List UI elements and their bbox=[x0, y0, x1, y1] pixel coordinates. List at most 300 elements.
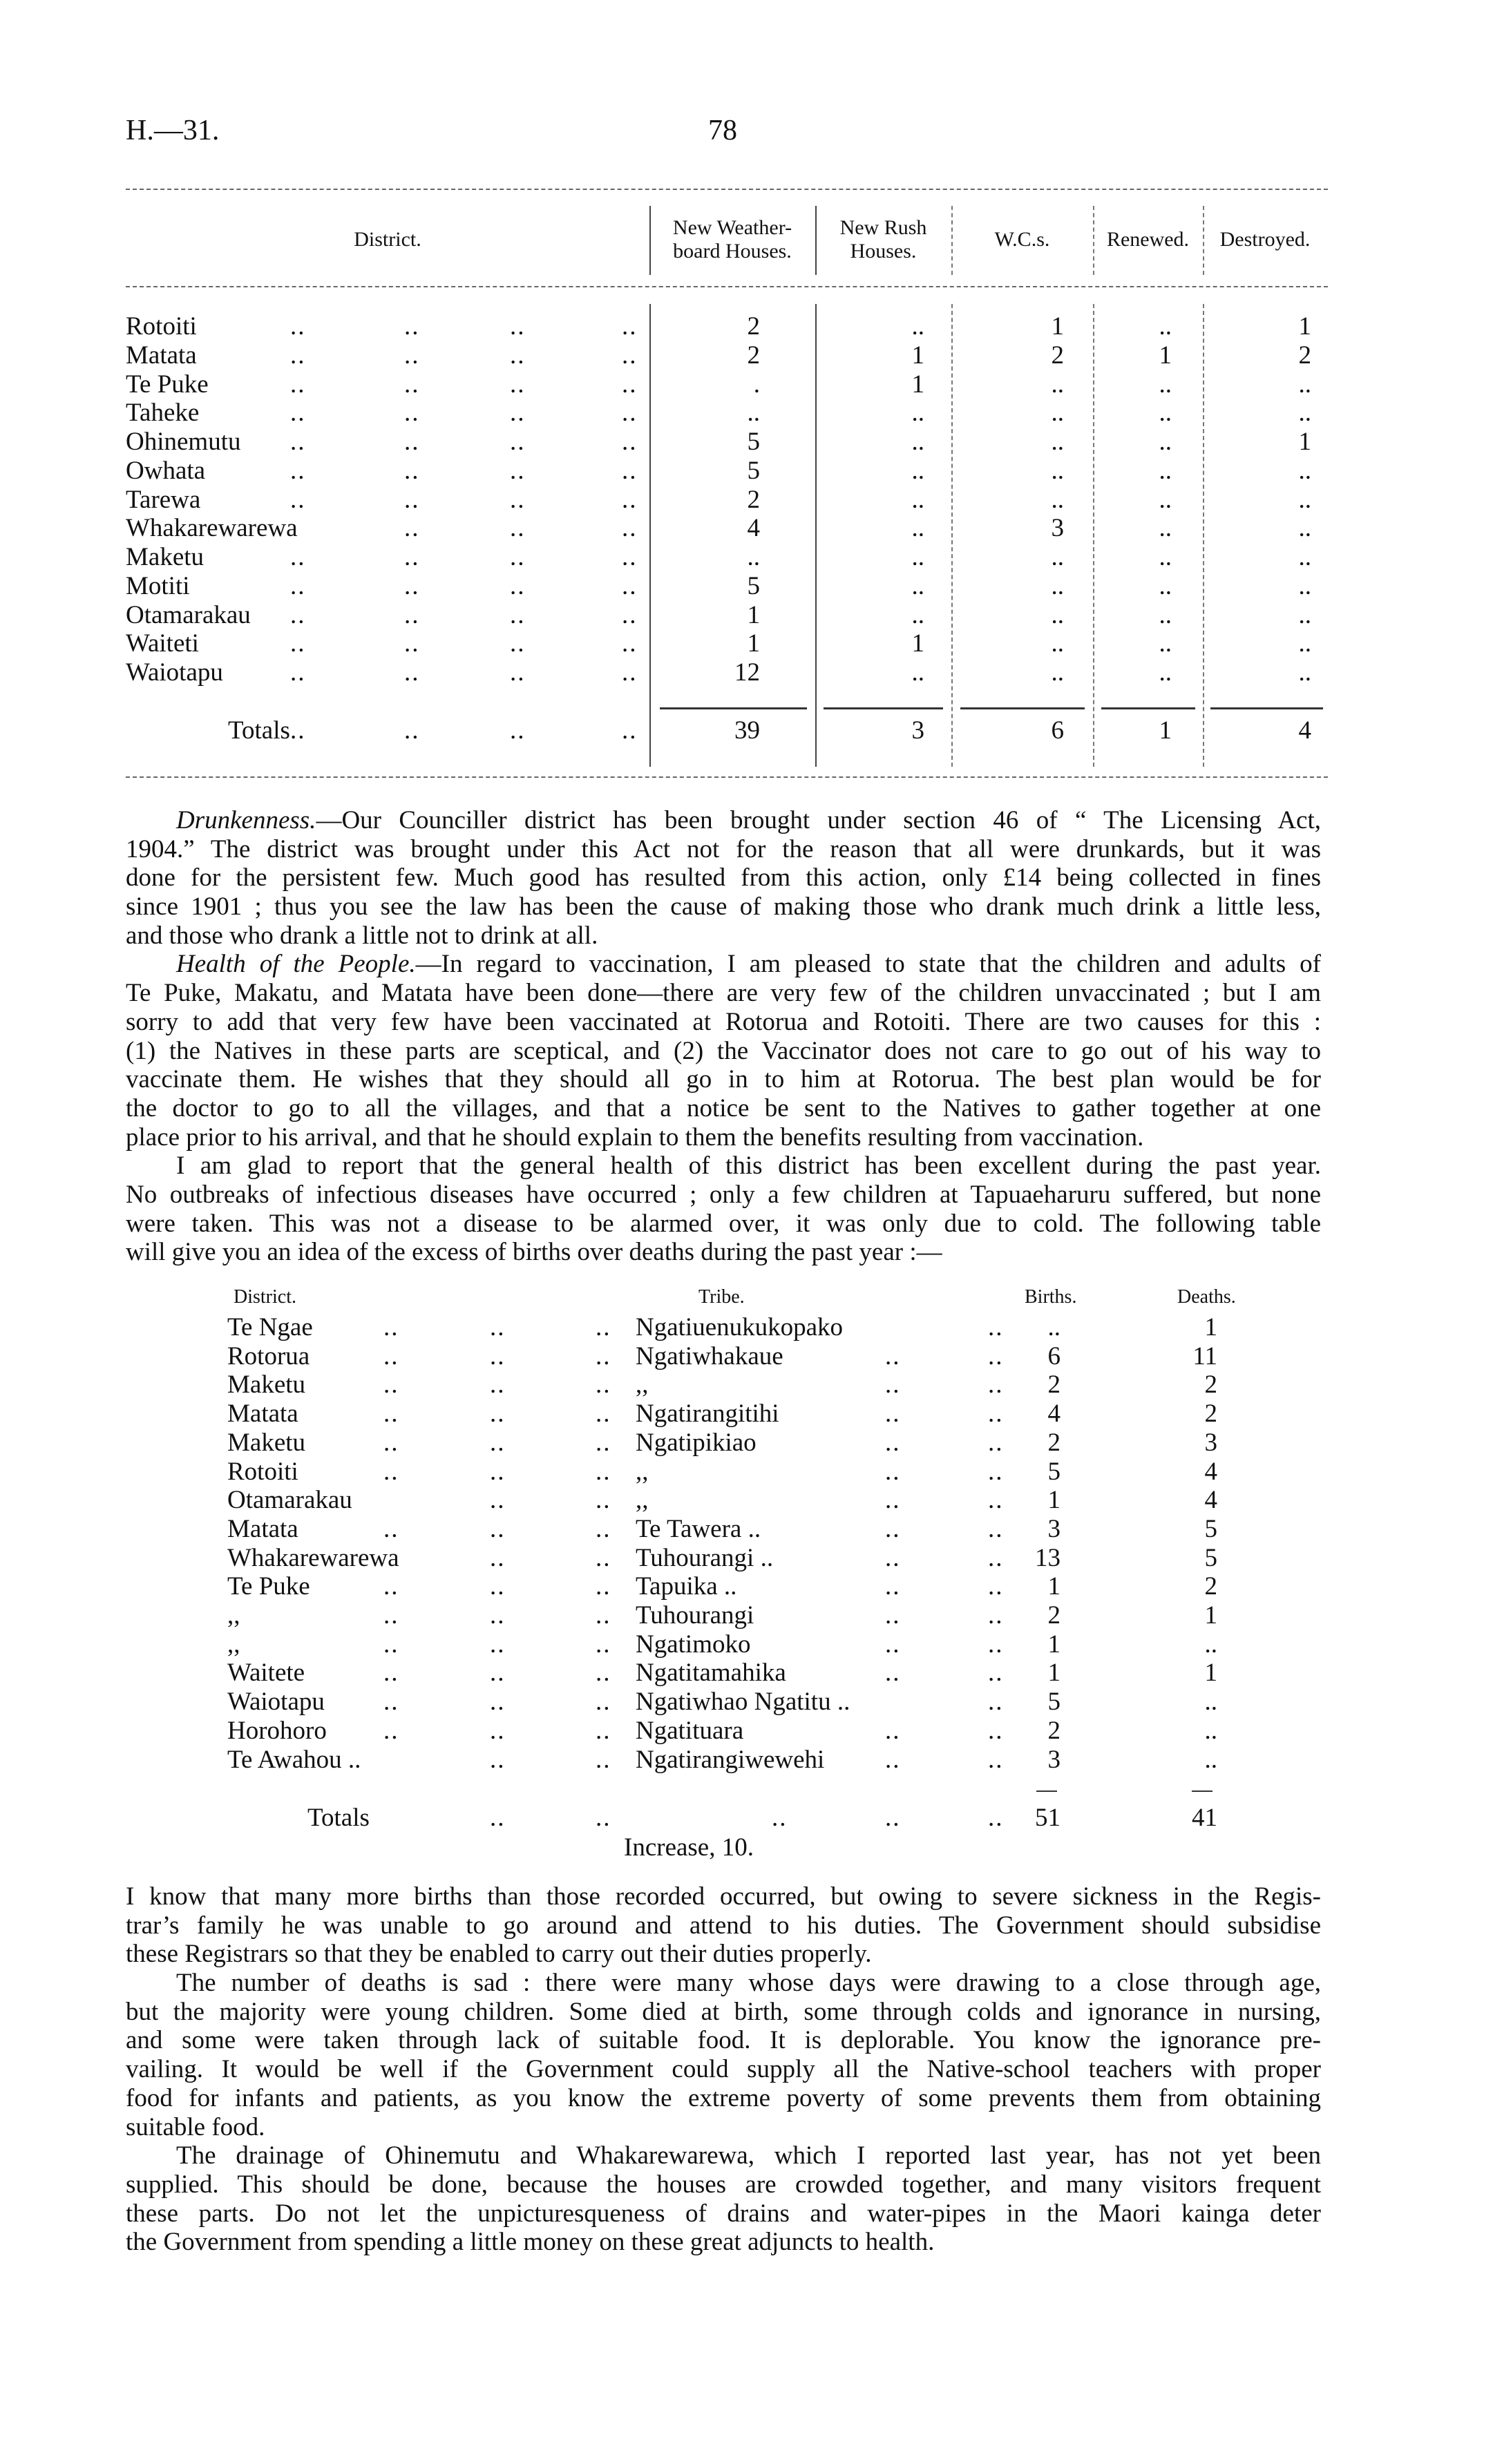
table-row-value: .. bbox=[911, 399, 924, 428]
column-divider bbox=[815, 304, 817, 767]
leader-dots: .. bbox=[490, 1457, 506, 1486]
text-line bbox=[126, 806, 1321, 835]
text-line: these Registrars so that they be enabled to carry out their duties properly. bbox=[126, 1940, 872, 1969]
leader-dots: .. bbox=[510, 716, 526, 745]
table-row-value: .. bbox=[1051, 629, 1064, 658]
table-row-deaths: 2 bbox=[1204, 1400, 1217, 1429]
table-row-deaths: 1 bbox=[1204, 1313, 1217, 1341]
text-line: I am glad to report that the general health of this district has been excellent during the past year. bbox=[176, 1152, 1321, 1181]
text-line: vaccinate them. He wishes that they should all go in to him at Rotorua. The best plan would be for bbox=[126, 1065, 1321, 1094]
leader-dots: .. bbox=[290, 428, 306, 456]
table-row-tribe: Ngatimoko bbox=[636, 1630, 751, 1659]
table-row-district: Waiotapu bbox=[126, 658, 223, 687]
table-row-value: .. bbox=[1298, 456, 1311, 485]
table-row-value: .. bbox=[1159, 571, 1172, 600]
column-divider bbox=[1093, 304, 1094, 767]
table-row-value: 5 bbox=[747, 456, 760, 485]
table-row-tribe: Ngatipikiao bbox=[636, 1428, 757, 1457]
table-row-tribe: Ngatiuenukukopako bbox=[636, 1313, 844, 1341]
column-header bbox=[126, 228, 649, 251]
paragraph bbox=[126, 806, 1321, 950]
table-row-value: .. bbox=[911, 543, 924, 571]
increase-note: Increase, 10. bbox=[624, 1833, 754, 1862]
leader-dots: .. bbox=[404, 514, 420, 543]
leader-dots: .. bbox=[510, 658, 526, 687]
leader-dots: .. bbox=[383, 1601, 399, 1630]
paragraph-lead: Health of the People. bbox=[176, 950, 416, 979]
leader-dots: .. bbox=[622, 514, 638, 543]
table-row-value: .. bbox=[1051, 571, 1064, 600]
text-line: suitable food. bbox=[126, 2112, 265, 2141]
table-row-value: .. bbox=[1298, 600, 1311, 629]
text-line: supplied. This should be done, because the houses are crowded together, and many visitors frequent bbox=[126, 2170, 1321, 2199]
table-row-value: .. bbox=[1159, 399, 1172, 428]
leader-dots: .. bbox=[622, 571, 638, 600]
table-row-value: .. bbox=[1159, 456, 1172, 485]
leader-dots: .. bbox=[290, 600, 306, 629]
leader-dots: .. bbox=[404, 600, 420, 629]
leader-dots: .. bbox=[510, 399, 526, 428]
table-row-value: .. bbox=[911, 312, 924, 341]
column-header-line: Renewed. bbox=[1106, 228, 1190, 251]
leader-dots: .. bbox=[290, 716, 306, 745]
text-line: No outbreaks of infectious diseases have occurred ; only a few children at Tapuaeharuru suffered, but none bbox=[126, 1180, 1321, 1209]
text-line: the doctor to go to all the villages, and that a notice be sent to the Natives to gather together at one bbox=[126, 1093, 1321, 1123]
paragraph-lead-text: —In regard to vaccination, I am pleased to state that the children and adults of bbox=[415, 950, 1321, 979]
text-line: since 1901 ; thus you see the law has been the cause of making those who drank much drink a little less, bbox=[126, 892, 1321, 921]
leader-dots: .. bbox=[290, 312, 306, 341]
table-row-value: .. bbox=[1298, 658, 1311, 687]
table-row-value: .. bbox=[1051, 399, 1064, 428]
leader-dots: .. bbox=[988, 1716, 1004, 1745]
totals-row-deaths: 41 bbox=[1192, 1804, 1217, 1832]
leader-dots: .. bbox=[383, 1572, 399, 1601]
leader-dots: .. bbox=[596, 1428, 611, 1457]
table-row-value: .. bbox=[1051, 658, 1064, 687]
leader-dots: .. bbox=[404, 571, 420, 600]
leader-dots: .. bbox=[596, 1341, 611, 1371]
leader-dots: .. bbox=[404, 456, 420, 485]
leader-dots: .. bbox=[596, 1804, 611, 1832]
leader-dots: .. bbox=[510, 428, 526, 456]
table-row-births: 2 bbox=[1047, 1601, 1061, 1630]
table-row-deaths: .. bbox=[1204, 1745, 1217, 1774]
totals-row-births: 51 bbox=[1035, 1804, 1061, 1832]
column-divider bbox=[1203, 304, 1204, 767]
leader-dots: .. bbox=[383, 1400, 399, 1429]
table-bottom-rule bbox=[126, 776, 1328, 778]
leader-dots: .. bbox=[404, 716, 420, 745]
leader-dots: .. bbox=[490, 1514, 506, 1543]
leader-dots: .. bbox=[490, 1572, 506, 1601]
leader-dots: .. bbox=[988, 1601, 1004, 1630]
leader-dots: .. bbox=[988, 1688, 1004, 1717]
leader-dots: .. bbox=[988, 1659, 1004, 1688]
paragraph-lead: Drunkenness. bbox=[176, 806, 316, 834]
column-header-line: New Rush bbox=[839, 216, 927, 239]
table-row-district: Matata bbox=[126, 341, 197, 370]
subtotal-rule bbox=[1036, 1790, 1057, 1792]
leader-dots: .. bbox=[885, 1572, 901, 1601]
leader-dots: .. bbox=[290, 399, 306, 428]
table-row-district: Waiotapu bbox=[227, 1688, 325, 1717]
table-row-tribe: Tuhourangi bbox=[636, 1601, 754, 1630]
leader-dots: .. bbox=[383, 1659, 399, 1688]
table-row-deaths: 1 bbox=[1204, 1601, 1217, 1630]
totals-row-value: 39 bbox=[734, 716, 760, 745]
leader-dots: .. bbox=[988, 1371, 1004, 1400]
paragraph bbox=[126, 1882, 1321, 1969]
table-row-deaths: 5 bbox=[1204, 1543, 1217, 1572]
leader-dots: .. bbox=[885, 1400, 901, 1429]
table-row-district: Horohoro bbox=[227, 1716, 327, 1745]
table-row-tribe: Ngatituara bbox=[636, 1716, 744, 1745]
text-line: sorry to add that very few have been vaccinated at Rotorua and Rotoiti. There are two causes for this : bbox=[126, 1007, 1321, 1036]
table-row-value: .. bbox=[1298, 629, 1311, 658]
leader-dots: .. bbox=[404, 485, 420, 514]
text-line: food for infants and patients, as you know the extreme poverty of some prevents them from obtaining bbox=[126, 2083, 1321, 2112]
leader-dots: .. bbox=[622, 399, 638, 428]
column-header-line: Houses. bbox=[850, 240, 917, 262]
leader-dots: .. bbox=[290, 456, 306, 485]
text-line: place prior to his arrival, and that he should explain to them the benefits resulting from vaccination. bbox=[126, 1123, 1144, 1152]
leader-dots: .. bbox=[290, 341, 306, 370]
leader-dots: .. bbox=[290, 543, 306, 571]
leader-dots: .. bbox=[885, 1457, 901, 1486]
subtotal-rule bbox=[660, 707, 807, 709]
leader-dots: .. bbox=[383, 1371, 399, 1400]
table-row-tribe: Tuhourangi .. bbox=[636, 1543, 774, 1572]
subtotal-rule bbox=[824, 707, 943, 709]
table-row-value: 2 bbox=[747, 485, 760, 514]
table-row-district: Te Puke bbox=[227, 1572, 310, 1601]
table-row-tribe: ,, bbox=[636, 1486, 649, 1515]
table-row-value: .. bbox=[911, 514, 924, 543]
table-row-district: Matata bbox=[227, 1514, 298, 1543]
leader-dots: .. bbox=[490, 1688, 506, 1717]
leader-dots: .. bbox=[988, 1630, 1004, 1659]
paragraph-lead-text: —Our Counciller district has been brought under section 46 of “ The Licensing Act, bbox=[316, 806, 1321, 834]
leader-dots: .. bbox=[622, 543, 638, 571]
document-reference: H.—31. bbox=[126, 115, 220, 146]
leader-dots: .. bbox=[885, 1341, 901, 1371]
table-row-deaths: .. bbox=[1204, 1716, 1217, 1745]
totals-row-value: 4 bbox=[1298, 716, 1311, 745]
text-line: the Government from spending a little money on these great adjuncts to health. bbox=[126, 2228, 935, 2257]
column-header: Tribe. bbox=[698, 1286, 745, 1308]
table-row-value: 1 bbox=[1298, 428, 1311, 456]
leader-dots: .. bbox=[490, 1716, 506, 1745]
leader-dots: .. bbox=[988, 1313, 1004, 1341]
table-row-district: Te Puke bbox=[126, 370, 209, 399]
leader-dots: .. bbox=[404, 399, 420, 428]
table-row-district: Ohinemutu bbox=[126, 428, 241, 456]
column-header bbox=[951, 228, 1093, 251]
table-row-births: 2 bbox=[1047, 1716, 1061, 1745]
table-row-tribe: Ngatiwhao Ngatitu .. bbox=[636, 1688, 850, 1717]
totals-row-value: 3 bbox=[911, 716, 924, 745]
table-row-value: .. bbox=[1159, 312, 1172, 341]
table-row-value: 2 bbox=[1051, 341, 1064, 370]
column-header-line: W.C.s. bbox=[994, 228, 1050, 251]
leader-dots: .. bbox=[490, 1428, 506, 1457]
column-divider bbox=[649, 304, 651, 767]
leader-dots: .. bbox=[383, 1457, 399, 1486]
leader-dots: .. bbox=[510, 485, 526, 514]
table-row-district: ,, bbox=[227, 1630, 240, 1659]
totals-row-district: Totals bbox=[307, 1804, 370, 1832]
table-row-value: 1 bbox=[911, 341, 924, 370]
table-row-births: 13 bbox=[1035, 1543, 1061, 1572]
column-header-line: board Houses. bbox=[673, 240, 792, 262]
leader-dots: .. bbox=[596, 1745, 611, 1774]
table-row-value: .. bbox=[1159, 658, 1172, 687]
leader-dots: .. bbox=[885, 1630, 901, 1659]
text-line: were taken. This was not a disease to be alarmed over, it was only due to cold. The following table bbox=[126, 1209, 1321, 1238]
leader-dots: .. bbox=[988, 1804, 1004, 1832]
table-row-value: . bbox=[753, 370, 760, 399]
table-row-value: .. bbox=[1159, 485, 1172, 514]
leader-dots: .. bbox=[490, 1400, 506, 1429]
table-row-value: .. bbox=[911, 485, 924, 514]
table-row-value: 5 bbox=[747, 428, 760, 456]
table-row-district: Waitete bbox=[227, 1659, 305, 1688]
table-row-value: 1 bbox=[747, 629, 760, 658]
leader-dots: .. bbox=[622, 629, 638, 658]
leader-dots: .. bbox=[596, 1543, 611, 1572]
table-row-tribe: Ngatirangitihi bbox=[636, 1400, 779, 1429]
column-header bbox=[1203, 228, 1327, 251]
table-row-district: ,, bbox=[227, 1601, 240, 1630]
totals-row-value: 1 bbox=[1159, 716, 1172, 745]
subtotal-rule bbox=[960, 707, 1085, 709]
leader-dots: .. bbox=[885, 1659, 901, 1688]
table-row-district: Maketu bbox=[227, 1428, 306, 1457]
text-line: vailing. It would be well if the Government could supply all the Native-school teachers with proper bbox=[126, 2055, 1321, 2084]
column-header-line: Destroyed. bbox=[1219, 228, 1311, 251]
leader-dots: .. bbox=[510, 370, 526, 399]
table-row-district: Otamarakau bbox=[227, 1486, 352, 1515]
table-row-district: Rotoiti bbox=[227, 1457, 298, 1486]
table-row-value: 12 bbox=[734, 658, 760, 687]
leader-dots: .. bbox=[510, 629, 526, 658]
table-row-deaths: 5 bbox=[1204, 1514, 1217, 1543]
table-row-tribe: Ngatiwhakaue bbox=[636, 1341, 783, 1371]
text-line: Te Puke, Makatu, and Matata have been done—there are very few of the children unvaccinated ; but I am bbox=[126, 979, 1321, 1008]
table-row-tribe: ,, bbox=[636, 1371, 649, 1400]
leader-dots: .. bbox=[622, 456, 638, 485]
leader-dots: .. bbox=[490, 1659, 506, 1688]
leader-dots: .. bbox=[490, 1371, 506, 1400]
text-line: I know that many more births than those recorded occurred, but owing to severe sickness in the Regis- bbox=[126, 1882, 1321, 1911]
leader-dots: .. bbox=[404, 312, 420, 341]
text-line: done for the persistent few. Much good has resulted from this action, only £14 being collected in fines bbox=[126, 863, 1321, 892]
leader-dots: .. bbox=[885, 1804, 901, 1832]
table-row-births: 1 bbox=[1047, 1630, 1061, 1659]
table-row-births: 2 bbox=[1047, 1428, 1061, 1457]
leader-dots: .. bbox=[596, 1371, 611, 1400]
leader-dots: .. bbox=[490, 1486, 506, 1515]
table-row-value: .. bbox=[1159, 600, 1172, 629]
leader-dots: .. bbox=[988, 1745, 1004, 1774]
leader-dots: .. bbox=[510, 341, 526, 370]
text-line: The drainage of Ohinemutu and Whakarewarewa, which I reported last year, has not yet been bbox=[176, 2141, 1321, 2170]
table-row-value: .. bbox=[1159, 543, 1172, 571]
leader-dots: .. bbox=[885, 1745, 901, 1774]
leader-dots: .. bbox=[290, 485, 306, 514]
leader-dots: .. bbox=[404, 543, 420, 571]
leader-dots: .. bbox=[290, 370, 306, 399]
leader-dots: .. bbox=[885, 1514, 901, 1543]
leader-dots: .. bbox=[596, 1601, 611, 1630]
leader-dots: .. bbox=[490, 1313, 506, 1341]
table-row-deaths: .. bbox=[1204, 1688, 1217, 1717]
leader-dots: .. bbox=[404, 341, 420, 370]
leader-dots: .. bbox=[383, 1428, 399, 1457]
table-row-district: Maketu bbox=[227, 1371, 306, 1400]
table-row-value: 2 bbox=[1298, 341, 1311, 370]
leader-dots: .. bbox=[490, 1341, 506, 1371]
leader-dots: .. bbox=[596, 1572, 611, 1601]
table-row-value: 1 bbox=[1159, 341, 1172, 370]
table-row-value: 1 bbox=[747, 600, 760, 629]
leader-dots: .. bbox=[596, 1486, 611, 1515]
leader-dots: .. bbox=[290, 571, 306, 600]
table-header-rule bbox=[126, 286, 1328, 287]
text-line: trar’s family he was unable to go around and attend to his duties. The Government should subsidise bbox=[126, 1911, 1321, 1940]
table-row-value: .. bbox=[911, 428, 924, 456]
leader-dots: .. bbox=[596, 1716, 611, 1745]
page-number: 78 bbox=[708, 115, 737, 146]
leader-dots: .. bbox=[383, 1716, 399, 1745]
leader-dots: .. bbox=[596, 1514, 611, 1543]
leader-dots: .. bbox=[490, 1804, 506, 1832]
leader-dots: .. bbox=[510, 543, 526, 571]
column-header: Deaths. bbox=[1177, 1286, 1236, 1308]
table-row-value: .. bbox=[1298, 571, 1311, 600]
paragraph-block bbox=[126, 1882, 1321, 2257]
subtotal-rule bbox=[1192, 1790, 1213, 1792]
table-row-value: .. bbox=[1051, 543, 1064, 571]
text-line: The number of deaths is sad : there were many whose days were drawing to a close through age, bbox=[176, 1969, 1321, 1998]
leader-dots: .. bbox=[988, 1457, 1004, 1486]
table-row-births: 3 bbox=[1047, 1745, 1061, 1774]
leader-dots: .. bbox=[383, 1313, 399, 1341]
leader-dots: .. bbox=[988, 1341, 1004, 1371]
table-row-value: 1 bbox=[911, 370, 924, 399]
column-header: Births. bbox=[1025, 1286, 1077, 1308]
table-row-value: 2 bbox=[747, 312, 760, 341]
table-row-deaths: .. bbox=[1204, 1630, 1217, 1659]
table-row-value: .. bbox=[1051, 600, 1064, 629]
table-row-births: 1 bbox=[1047, 1572, 1061, 1601]
column-header bbox=[815, 216, 951, 263]
table-row-value: .. bbox=[1298, 370, 1311, 399]
leader-dots: .. bbox=[290, 629, 306, 658]
table-row-tribe: Tapuika .. bbox=[636, 1572, 737, 1601]
leader-dots: .. bbox=[622, 658, 638, 687]
leader-dots: .. bbox=[622, 428, 638, 456]
table-row-value: .. bbox=[1159, 428, 1172, 456]
leader-dots: .. bbox=[596, 1313, 611, 1341]
table-row-value: .. bbox=[1159, 370, 1172, 399]
leader-dots: .. bbox=[510, 600, 526, 629]
leader-dots: .. bbox=[596, 1457, 611, 1486]
leader-dots: .. bbox=[622, 370, 638, 399]
table-row-district: Matata bbox=[227, 1400, 298, 1429]
table-row-births: 5 bbox=[1047, 1688, 1061, 1717]
table-row-deaths: 1 bbox=[1204, 1659, 1217, 1688]
table-row-value: .. bbox=[1159, 629, 1172, 658]
leader-dots: .. bbox=[596, 1400, 611, 1429]
table-row-value: .. bbox=[911, 658, 924, 687]
leader-dots: .. bbox=[622, 600, 638, 629]
leader-dots: .. bbox=[490, 1745, 506, 1774]
leader-dots: .. bbox=[772, 1804, 788, 1832]
table-row-district: Motiti bbox=[126, 571, 190, 600]
text-line: 1904.” The district was brought under this Act not for the reason that all were drunkards, but it was bbox=[126, 834, 1321, 863]
table-row-value: 1 bbox=[911, 629, 924, 658]
table-row-district: Tarewa bbox=[126, 485, 201, 514]
leader-dots: .. bbox=[885, 1716, 901, 1745]
text-line: will give you an idea of the excess of births over deaths during the past year :— bbox=[126, 1238, 942, 1267]
table-row-births: 4 bbox=[1047, 1400, 1061, 1429]
table-row-births: 5 bbox=[1047, 1457, 1061, 1486]
table-row-district: Owhata bbox=[126, 456, 206, 485]
paragraph bbox=[126, 950, 1321, 1152]
table-row-value: .. bbox=[1051, 428, 1064, 456]
leader-dots: .. bbox=[596, 1688, 611, 1717]
leader-dots: .. bbox=[510, 571, 526, 600]
table-row-district: Otamarakau bbox=[126, 600, 251, 629]
table-row-deaths: 2 bbox=[1204, 1371, 1217, 1400]
leader-dots: .. bbox=[383, 1514, 399, 1543]
table-row-value: 1 bbox=[1051, 312, 1064, 341]
table-row-value: .. bbox=[1051, 370, 1064, 399]
leader-dots: .. bbox=[988, 1486, 1004, 1515]
text-line bbox=[126, 950, 1321, 979]
table-row-value: .. bbox=[747, 543, 760, 571]
table-row-value: .. bbox=[1051, 456, 1064, 485]
table-row-value: .. bbox=[911, 600, 924, 629]
leader-dots: .. bbox=[988, 1428, 1004, 1457]
table-row-district: Taheke bbox=[126, 399, 200, 428]
paragraph bbox=[126, 1969, 1321, 2141]
leader-dots: .. bbox=[404, 428, 420, 456]
column-header-line: New Weather- bbox=[672, 216, 792, 239]
table-row-births: 1 bbox=[1047, 1659, 1061, 1688]
table-row-tribe: Te Tawera .. bbox=[636, 1514, 761, 1543]
totals-row-district: Totals bbox=[228, 716, 290, 745]
column-header bbox=[649, 216, 815, 263]
text-line: these parts. Do not let the unpicturesqueness of drains and water-pipes in the Maori kainga deter bbox=[126, 2199, 1321, 2228]
table-row-births: 3 bbox=[1047, 1514, 1061, 1543]
table-row-births: .. bbox=[1047, 1313, 1061, 1341]
leader-dots: .. bbox=[510, 514, 526, 543]
paragraph bbox=[126, 1152, 1321, 1267]
text-line: and some were taken through lack of suitable food. It is deplorable. You know the ignorance pre- bbox=[126, 2026, 1321, 2055]
leader-dots: .. bbox=[490, 1601, 506, 1630]
leader-dots: .. bbox=[988, 1514, 1004, 1543]
table-row-births: 2 bbox=[1047, 1371, 1061, 1400]
table-row-births: 6 bbox=[1047, 1341, 1061, 1371]
leader-dots: .. bbox=[988, 1543, 1004, 1572]
leader-dots: .. bbox=[885, 1601, 901, 1630]
leader-dots: .. bbox=[885, 1428, 901, 1457]
leader-dots: .. bbox=[383, 1341, 399, 1371]
paragraph-block bbox=[126, 806, 1321, 1267]
table-row-district: Rotorua bbox=[227, 1341, 310, 1371]
